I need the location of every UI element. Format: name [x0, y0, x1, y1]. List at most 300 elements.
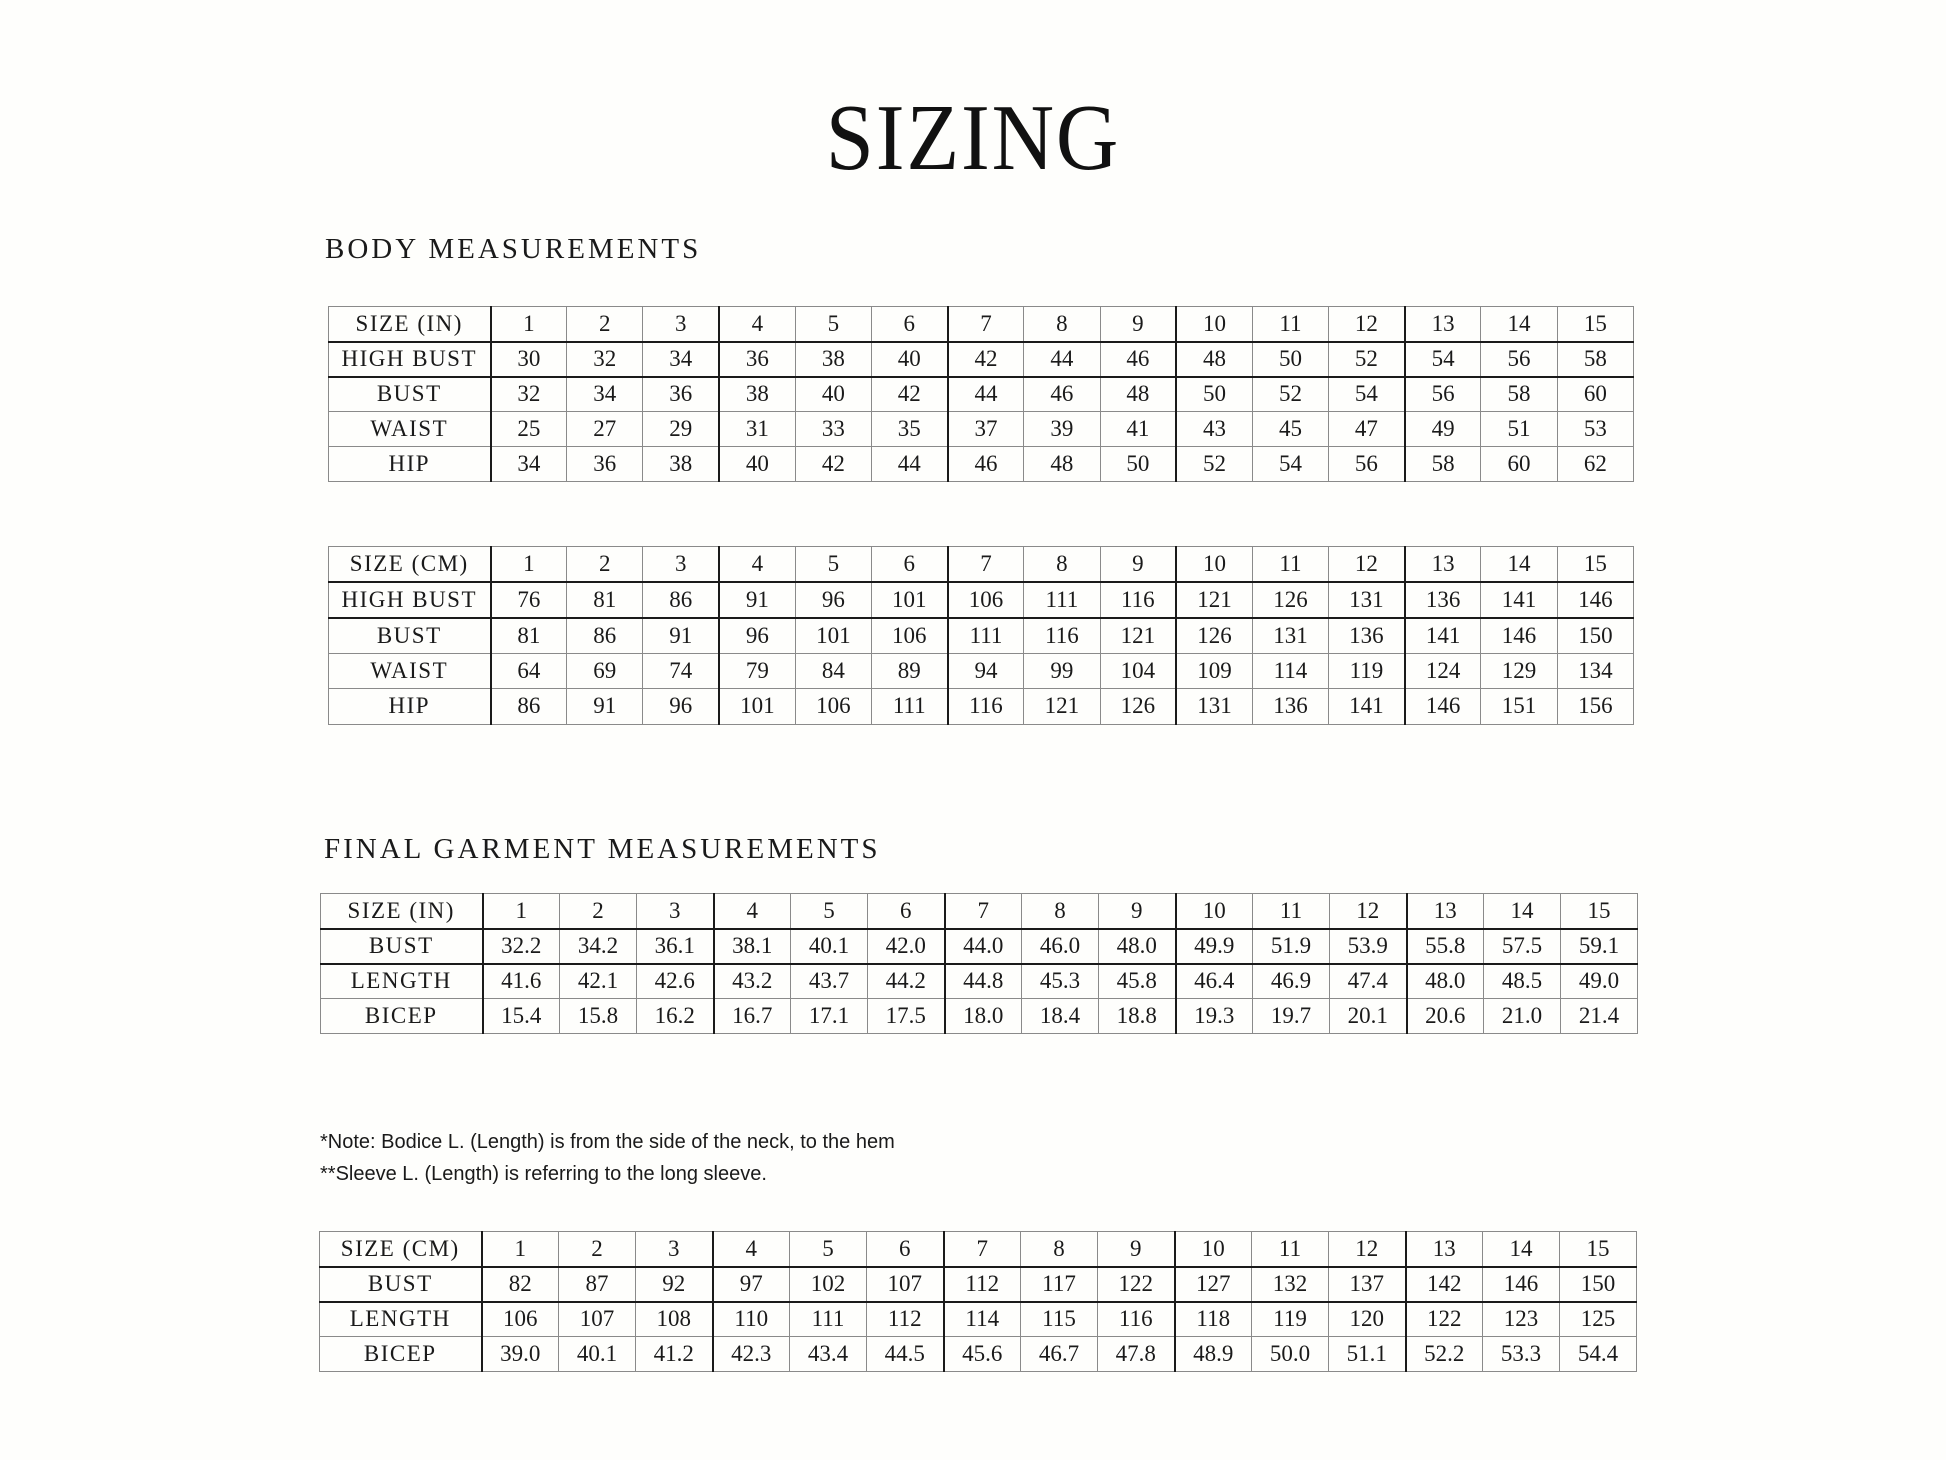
measurement-label: BUST — [329, 377, 491, 412]
measurement-cell: 19.3 — [1176, 999, 1253, 1034]
measurement-cell: 74 — [643, 653, 719, 689]
measurement-cell: 141 — [1481, 582, 1557, 618]
measurement-cell: 64 — [491, 653, 567, 689]
measurement-label: BICEP — [320, 1337, 482, 1372]
measurement-cell: 38.1 — [714, 929, 791, 964]
measurement-cell: 42 — [795, 447, 871, 482]
measurement-cell: 48 — [1024, 447, 1100, 482]
measurement-cell: 131 — [1252, 618, 1328, 654]
measurement-cell: 37 — [948, 412, 1024, 447]
size-header-cell: 15 — [1560, 1232, 1637, 1267]
measurement-cell: 96 — [795, 582, 871, 618]
measurement-cell: 39 — [1024, 412, 1100, 447]
measurement-cell: 86 — [643, 582, 719, 618]
measurement-cell: 45 — [1252, 412, 1328, 447]
measurement-cell: 52 — [1329, 342, 1405, 377]
size-header-cell: 8 — [1024, 307, 1100, 342]
measurement-cell: 27 — [567, 412, 643, 447]
size-header-cell: 15 — [1557, 307, 1633, 342]
measurement-cell: 121 — [1176, 582, 1252, 618]
size-header-cell: 10 — [1175, 1232, 1252, 1267]
measurement-cell: 136 — [1252, 689, 1328, 725]
measurement-cell: 124 — [1405, 653, 1481, 689]
measurement-cell: 111 — [948, 618, 1024, 654]
measurement-cell: 16.2 — [637, 999, 714, 1034]
size-header-cell: 3 — [636, 1232, 713, 1267]
measurement-cell: 45.8 — [1099, 964, 1176, 999]
measurement-cell: 104 — [1100, 653, 1176, 689]
measurement-cell: 96 — [643, 689, 719, 725]
size-header-cell: 6 — [867, 1232, 944, 1267]
measurement-cell: 46.0 — [1022, 929, 1099, 964]
measurement-cell: 16.7 — [714, 999, 791, 1034]
size-header-cell: 6 — [871, 307, 947, 342]
measurement-cell: 40.1 — [559, 1337, 636, 1372]
measurement-cell: 18.4 — [1022, 999, 1099, 1034]
measurement-cell: 62 — [1557, 447, 1633, 482]
measurement-cell: 58 — [1481, 377, 1557, 412]
table-row — [321, 929, 1638, 964]
measurement-cell: 44 — [1024, 342, 1100, 377]
measurement-cell: 34 — [567, 377, 643, 412]
measurement-cell: 56 — [1329, 447, 1405, 482]
measurement-cell: 46 — [1024, 377, 1100, 412]
measurement-cell: 34 — [491, 447, 567, 482]
measurement-cell: 60 — [1481, 447, 1557, 482]
measurement-cell: 50 — [1252, 342, 1328, 377]
measurement-cell: 87 — [559, 1267, 636, 1302]
size-header-cell: 9 — [1100, 547, 1176, 583]
measurement-cell: 30 — [491, 342, 567, 377]
measurement-cell: 40 — [719, 447, 795, 482]
measurement-cell: 51.9 — [1253, 929, 1330, 964]
size-unit-header: SIZE (CM) — [320, 1232, 482, 1267]
measurement-cell: 34 — [643, 342, 719, 377]
measurement-cell: 151 — [1481, 689, 1557, 725]
measurement-cell: 116 — [1100, 582, 1176, 618]
measurement-cell: 91 — [567, 689, 643, 725]
size-header-cell: 15 — [1561, 894, 1638, 929]
measurement-cell: 58 — [1557, 342, 1633, 377]
measurement-cell: 131 — [1176, 689, 1252, 725]
measurement-cell: 116 — [1098, 1302, 1175, 1337]
measurement-cell: 17.5 — [868, 999, 945, 1034]
size-header-cell: 4 — [719, 307, 795, 342]
measurement-cell: 126 — [1176, 618, 1252, 654]
measurement-cell: 54 — [1252, 447, 1328, 482]
table-row — [321, 999, 1638, 1034]
size-header-cell: 12 — [1329, 307, 1405, 342]
measurement-cell: 86 — [491, 689, 567, 725]
measurement-cell: 106 — [795, 689, 871, 725]
section-title-final-garment-measurements: FINAL GARMENT MEASUREMENTS — [324, 833, 881, 865]
measurement-cell: 21.4 — [1561, 999, 1638, 1034]
measurement-cell: 132 — [1252, 1267, 1329, 1302]
measurement-cell: 20.1 — [1330, 999, 1407, 1034]
measurement-cell: 156 — [1557, 689, 1633, 725]
measurement-cell: 48 — [1176, 342, 1252, 377]
table-row — [329, 342, 1634, 377]
measurement-cell: 122 — [1098, 1267, 1175, 1302]
measurement-cell: 45.3 — [1022, 964, 1099, 999]
measurement-cell: 48.0 — [1407, 964, 1484, 999]
measurement-cell: 41.2 — [636, 1337, 713, 1372]
measurement-label: BUST — [320, 1267, 482, 1302]
measurement-cell: 19.7 — [1253, 999, 1330, 1034]
measurement-cell: 129 — [1481, 653, 1557, 689]
measurement-cell: 18.0 — [945, 999, 1022, 1034]
measurement-cell: 115 — [1021, 1302, 1098, 1337]
size-header-cell: 10 — [1176, 894, 1253, 929]
measurement-cell: 137 — [1329, 1267, 1406, 1302]
body-measurements-table-in — [328, 306, 1634, 482]
final-garment-table-cm — [319, 1231, 1637, 1372]
size-header-cell: 14 — [1481, 547, 1557, 583]
size-header-cell: 2 — [567, 307, 643, 342]
measurement-cell: 36.1 — [637, 929, 714, 964]
size-header-cell: 2 — [567, 547, 643, 583]
measurement-cell: 52.2 — [1406, 1337, 1483, 1372]
size-header-cell: 2 — [560, 894, 637, 929]
measurement-cell: 44.8 — [945, 964, 1022, 999]
size-header-cell: 4 — [719, 547, 795, 583]
measurement-cell: 131 — [1329, 582, 1405, 618]
size-header-cell: 12 — [1329, 1232, 1406, 1267]
measurement-cell: 40 — [795, 377, 871, 412]
measurement-cell: 25 — [491, 412, 567, 447]
measurement-cell: 136 — [1329, 618, 1405, 654]
measurement-label: BUST — [321, 929, 483, 964]
measurement-cell: 119 — [1252, 1302, 1329, 1337]
size-header-cell: 8 — [1024, 547, 1100, 583]
measurement-cell: 40 — [871, 342, 947, 377]
table-header-row — [329, 307, 1634, 342]
size-header-cell: 7 — [948, 547, 1024, 583]
measurement-cell: 31 — [719, 412, 795, 447]
measurement-cell: 134 — [1557, 653, 1633, 689]
table-row — [329, 412, 1634, 447]
measurement-cell: 114 — [1252, 653, 1328, 689]
measurement-cell: 44 — [948, 377, 1024, 412]
size-header-cell: 11 — [1252, 1232, 1329, 1267]
measurement-cell: 42 — [948, 342, 1024, 377]
measurement-label: HIGH BUST — [329, 582, 491, 618]
size-header-cell: 11 — [1253, 894, 1330, 929]
measurement-cell: 15.4 — [483, 999, 560, 1034]
size-header-cell: 2 — [559, 1232, 636, 1267]
measurement-label: HIP — [329, 689, 491, 725]
size-header-cell: 9 — [1098, 1232, 1175, 1267]
size-header-cell: 12 — [1330, 894, 1407, 929]
size-header-cell: 5 — [790, 1232, 867, 1267]
measurement-cell: 112 — [944, 1267, 1021, 1302]
measurement-cell: 120 — [1329, 1302, 1406, 1337]
size-header-cell: 13 — [1406, 1232, 1483, 1267]
size-header-cell: 6 — [871, 547, 947, 583]
measurement-cell: 42.1 — [560, 964, 637, 999]
measurement-cell: 49.0 — [1561, 964, 1638, 999]
measurement-cell: 32 — [491, 377, 567, 412]
table-row — [329, 618, 1634, 654]
size-header-cell: 9 — [1100, 307, 1176, 342]
size-header-cell: 4 — [713, 1232, 790, 1267]
size-header-cell: 13 — [1407, 894, 1484, 929]
size-header-cell: 7 — [948, 307, 1024, 342]
measurement-label: WAIST — [329, 653, 491, 689]
final-garment-table-in — [320, 893, 1638, 1034]
measurement-cell: 47.4 — [1330, 964, 1407, 999]
size-header-cell: 3 — [643, 547, 719, 583]
size-header-cell: 8 — [1021, 1232, 1098, 1267]
measurement-cell: 40.1 — [791, 929, 868, 964]
measurement-cell: 84 — [795, 653, 871, 689]
measurement-cell: 108 — [636, 1302, 713, 1337]
measurement-cell: 48.0 — [1099, 929, 1176, 964]
measurement-cell: 117 — [1021, 1267, 1098, 1302]
measurement-cell: 46 — [948, 447, 1024, 482]
size-header-cell: 3 — [637, 894, 714, 929]
note-bodice-length: *Note: Bodice L. (Length) is from the side of the neck, to the hem — [320, 1131, 895, 1153]
measurement-cell: 47 — [1329, 412, 1405, 447]
measurement-cell: 39.0 — [482, 1337, 559, 1372]
measurement-label: WAIST — [329, 412, 491, 447]
table-row — [320, 1267, 1637, 1302]
size-header-cell: 10 — [1176, 547, 1252, 583]
measurement-cell: 107 — [559, 1302, 636, 1337]
measurement-cell: 46.9 — [1253, 964, 1330, 999]
measurement-cell: 101 — [871, 582, 947, 618]
measurement-cell: 56 — [1481, 342, 1557, 377]
size-header-cell: 12 — [1329, 547, 1405, 583]
measurement-cell: 122 — [1406, 1302, 1483, 1337]
measurement-cell: 116 — [1024, 618, 1100, 654]
table-header-row — [321, 894, 1638, 929]
measurement-cell: 46.7 — [1021, 1337, 1098, 1372]
measurement-cell: 59.1 — [1561, 929, 1638, 964]
measurement-cell: 111 — [790, 1302, 867, 1337]
measurement-label: LENGTH — [321, 964, 483, 999]
measurement-cell: 50 — [1100, 447, 1176, 482]
page-title: SIZING — [825, 86, 1121, 190]
measurement-cell: 110 — [713, 1302, 790, 1337]
table-row — [329, 689, 1634, 725]
table-row — [320, 1302, 1637, 1337]
size-header-cell: 1 — [482, 1232, 559, 1267]
measurement-cell: 32 — [567, 342, 643, 377]
size-unit-header: SIZE (IN) — [321, 894, 483, 929]
measurement-cell: 146 — [1405, 689, 1481, 725]
measurement-label: HIP — [329, 447, 491, 482]
measurement-cell: 52 — [1252, 377, 1328, 412]
measurement-cell: 44.2 — [868, 964, 945, 999]
measurement-cell: 127 — [1175, 1267, 1252, 1302]
measurement-cell: 44.0 — [945, 929, 1022, 964]
measurement-cell: 146 — [1483, 1267, 1560, 1302]
measurement-cell: 112 — [867, 1302, 944, 1337]
measurement-cell: 121 — [1100, 618, 1176, 654]
measurement-cell: 86 — [567, 618, 643, 654]
measurement-cell: 92 — [636, 1267, 713, 1302]
measurement-cell: 32.2 — [483, 929, 560, 964]
size-header-cell: 13 — [1405, 547, 1481, 583]
measurement-cell: 43.4 — [790, 1337, 867, 1372]
size-unit-header: SIZE (CM) — [329, 547, 491, 583]
measurement-cell: 118 — [1175, 1302, 1252, 1337]
measurement-cell: 142 — [1406, 1267, 1483, 1302]
measurement-cell: 55.8 — [1407, 929, 1484, 964]
measurement-cell: 123 — [1483, 1302, 1560, 1337]
measurement-cell: 45.6 — [944, 1337, 1021, 1372]
size-header-cell: 1 — [483, 894, 560, 929]
measurement-cell: 54 — [1405, 342, 1481, 377]
measurement-cell: 44.5 — [867, 1337, 944, 1372]
measurement-cell: 42.6 — [637, 964, 714, 999]
measurement-cell: 91 — [719, 582, 795, 618]
measurement-cell: 17.1 — [791, 999, 868, 1034]
measurement-label: HIGH BUST — [329, 342, 491, 377]
measurement-cell: 146 — [1557, 582, 1633, 618]
measurement-cell: 33 — [795, 412, 871, 447]
table-row — [320, 1337, 1637, 1372]
measurement-cell: 43.2 — [714, 964, 791, 999]
measurement-cell: 79 — [719, 653, 795, 689]
measurement-cell: 125 — [1560, 1302, 1637, 1337]
measurement-cell: 47.8 — [1098, 1337, 1175, 1372]
measurement-cell: 42.3 — [713, 1337, 790, 1372]
measurement-cell: 38 — [643, 447, 719, 482]
measurement-cell: 38 — [795, 342, 871, 377]
measurement-cell: 119 — [1329, 653, 1405, 689]
size-header-cell: 1 — [491, 547, 567, 583]
measurement-cell: 97 — [713, 1267, 790, 1302]
measurement-cell: 50 — [1176, 377, 1252, 412]
measurement-cell: 141 — [1329, 689, 1405, 725]
measurement-cell: 126 — [1100, 689, 1176, 725]
measurement-cell: 76 — [491, 582, 567, 618]
measurement-cell: 42.0 — [868, 929, 945, 964]
measurement-cell: 81 — [491, 618, 567, 654]
measurement-cell: 99 — [1024, 653, 1100, 689]
size-unit-header: SIZE (IN) — [329, 307, 491, 342]
table-row — [329, 447, 1634, 482]
measurement-cell: 106 — [482, 1302, 559, 1337]
measurement-cell: 52 — [1176, 447, 1252, 482]
size-header-cell: 4 — [714, 894, 791, 929]
size-header-cell: 5 — [795, 547, 871, 583]
measurement-cell: 49.9 — [1176, 929, 1253, 964]
measurement-label: BUST — [329, 618, 491, 654]
section-title-body-measurements: BODY MEASUREMENTS — [325, 233, 702, 265]
size-header-cell: 5 — [795, 307, 871, 342]
measurement-cell: 51 — [1481, 412, 1557, 447]
measurement-cell: 53.9 — [1330, 929, 1407, 964]
measurement-cell: 126 — [1252, 582, 1328, 618]
measurement-cell: 101 — [719, 689, 795, 725]
measurement-cell: 44 — [871, 447, 947, 482]
size-header-cell: 7 — [944, 1232, 1021, 1267]
measurement-cell: 141 — [1405, 618, 1481, 654]
measurement-cell: 36 — [643, 377, 719, 412]
size-header-cell: 13 — [1405, 307, 1481, 342]
measurement-cell: 69 — [567, 653, 643, 689]
measurement-cell: 41.6 — [483, 964, 560, 999]
measurement-cell: 106 — [948, 582, 1024, 618]
measurement-cell: 43 — [1176, 412, 1252, 447]
measurement-cell: 36 — [719, 342, 795, 377]
table-header-row — [329, 547, 1634, 583]
measurement-cell: 50.0 — [1252, 1337, 1329, 1372]
size-header-cell: 9 — [1099, 894, 1176, 929]
measurement-cell: 53.3 — [1483, 1337, 1560, 1372]
measurement-cell: 146 — [1481, 618, 1557, 654]
size-header-cell: 7 — [945, 894, 1022, 929]
note-sleeve-length: **Sleeve L. (Length) is referring to the long sleeve. — [320, 1163, 767, 1185]
size-header-cell: 1 — [491, 307, 567, 342]
measurement-cell: 43.7 — [791, 964, 868, 999]
size-header-cell: 14 — [1484, 894, 1561, 929]
measurement-cell: 54.4 — [1560, 1337, 1637, 1372]
size-header-cell: 6 — [868, 894, 945, 929]
measurement-cell: 49 — [1405, 412, 1481, 447]
measurement-cell: 20.6 — [1407, 999, 1484, 1034]
measurement-cell: 102 — [790, 1267, 867, 1302]
table-row — [321, 964, 1638, 999]
table-row — [329, 653, 1634, 689]
measurement-cell: 29 — [643, 412, 719, 447]
measurement-cell: 21.0 — [1484, 999, 1561, 1034]
measurement-cell: 15.8 — [560, 999, 637, 1034]
measurement-cell: 35 — [871, 412, 947, 447]
measurement-cell: 121 — [1024, 689, 1100, 725]
measurement-cell: 42 — [871, 377, 947, 412]
measurement-cell: 36 — [567, 447, 643, 482]
measurement-cell: 116 — [948, 689, 1024, 725]
measurement-cell: 18.8 — [1099, 999, 1176, 1034]
measurement-cell: 41 — [1100, 412, 1176, 447]
size-header-cell: 15 — [1557, 547, 1633, 583]
measurement-cell: 96 — [719, 618, 795, 654]
measurement-cell: 46.4 — [1176, 964, 1253, 999]
measurement-cell: 38 — [719, 377, 795, 412]
measurement-cell: 58 — [1405, 447, 1481, 482]
measurement-cell: 150 — [1560, 1267, 1637, 1302]
size-header-cell: 8 — [1022, 894, 1099, 929]
body-measurements-table-cm — [328, 546, 1634, 725]
size-header-cell: 14 — [1483, 1232, 1560, 1267]
size-header-cell: 3 — [643, 307, 719, 342]
size-header-cell: 11 — [1252, 547, 1328, 583]
measurement-cell: 114 — [944, 1302, 1021, 1337]
measurement-cell: 136 — [1405, 582, 1481, 618]
measurement-cell: 94 — [948, 653, 1024, 689]
measurement-cell: 51.1 — [1329, 1337, 1406, 1372]
measurement-cell: 60 — [1557, 377, 1633, 412]
measurement-cell: 48 — [1100, 377, 1176, 412]
measurement-label: LENGTH — [320, 1302, 482, 1337]
table-row — [329, 377, 1634, 412]
measurement-cell: 89 — [871, 653, 947, 689]
measurement-cell: 54 — [1329, 377, 1405, 412]
table-header-row — [320, 1232, 1637, 1267]
measurement-label: BICEP — [321, 999, 483, 1034]
table-row — [329, 582, 1634, 618]
size-header-cell: 5 — [791, 894, 868, 929]
measurement-cell: 150 — [1557, 618, 1633, 654]
measurement-cell: 53 — [1557, 412, 1633, 447]
measurement-cell: 106 — [871, 618, 947, 654]
size-header-cell: 11 — [1252, 307, 1328, 342]
measurement-cell: 56 — [1405, 377, 1481, 412]
